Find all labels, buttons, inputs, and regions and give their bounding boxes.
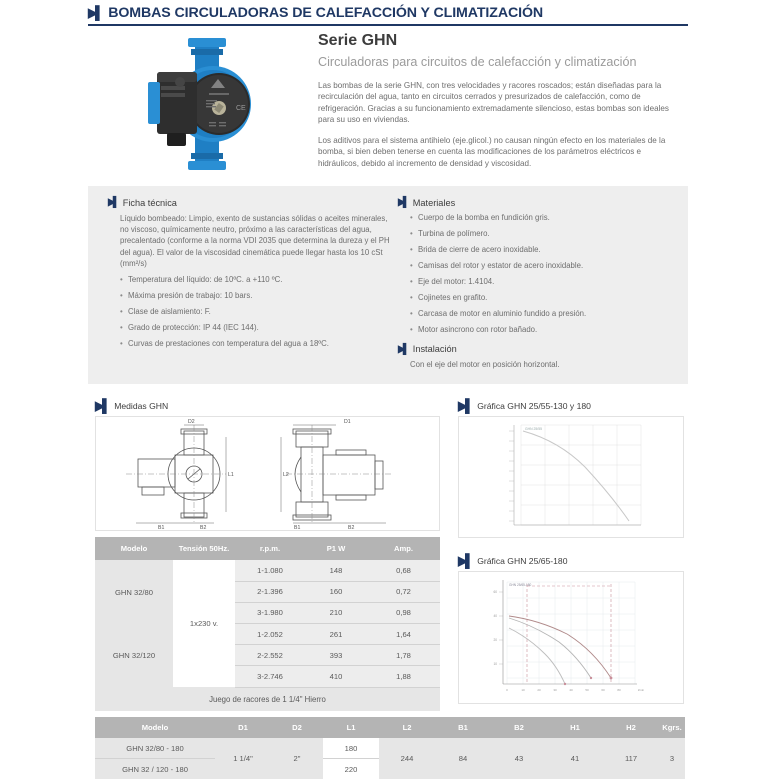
cell-rpm: 1-1.080 bbox=[235, 560, 305, 581]
cell-p1w: 261 bbox=[305, 624, 367, 645]
svg-text:20: 20 bbox=[537, 688, 541, 692]
svg-text:B2: B2 bbox=[348, 525, 355, 530]
list-item: • Eje del motor: 1.4104. bbox=[410, 277, 678, 288]
page-title: BOMBAS CIRCULADORAS DE CALEFACCIÓN Y CLIMATIZACIÓN bbox=[108, 5, 544, 21]
list-item: • Cuerpo de la bomba en fundición gris. bbox=[410, 213, 678, 224]
col-l2: L2 bbox=[379, 717, 435, 738]
list-item: • Clase de aislamiento: F. bbox=[120, 307, 398, 318]
chevron-right-icon: ▶▌ bbox=[458, 553, 472, 568]
svg-text:80: 80 bbox=[617, 688, 621, 692]
svg-text:l/min: l/min bbox=[637, 688, 645, 692]
table-row bbox=[95, 738, 685, 759]
cell-d2: 2" bbox=[271, 738, 323, 779]
svg-text:10: 10 bbox=[493, 662, 497, 666]
instalacion-heading bbox=[398, 344, 678, 355]
performance-chart-25-55 bbox=[458, 416, 684, 538]
col-tension: Tensión 50Hz. bbox=[173, 537, 235, 560]
table-footer-row bbox=[95, 687, 440, 711]
cell-rpm: 2-2.552 bbox=[235, 645, 305, 666]
cell-racores-note: Juego de racores de 1 1/4" Hierro bbox=[95, 687, 440, 711]
list-item: • Máxima presión de trabajo: 10 bars. bbox=[120, 291, 398, 302]
cell-p1w: 210 bbox=[305, 602, 367, 623]
table-header-row bbox=[95, 717, 685, 738]
svg-text:D1: D1 bbox=[344, 419, 351, 425]
table-row bbox=[95, 624, 440, 645]
cell-l1: 180 bbox=[323, 738, 379, 759]
cell-d1: 1 1/4" bbox=[215, 738, 271, 779]
cell-rpm: 2-1.396 bbox=[235, 581, 305, 602]
dimensions-table bbox=[95, 717, 685, 779]
col-modelo: Modelo bbox=[95, 537, 173, 560]
svg-text:D2: D2 bbox=[188, 419, 195, 425]
table-row bbox=[95, 560, 440, 581]
svg-text:B2: B2 bbox=[200, 525, 207, 530]
col-rpm: r.p.m. bbox=[235, 537, 305, 560]
svg-text:L2: L2 bbox=[283, 472, 289, 478]
cell-amp: 0,72 bbox=[367, 581, 440, 602]
chevron-right-icon: ▶▌ bbox=[398, 197, 407, 208]
table-header-row bbox=[95, 537, 440, 560]
grafica1-heading bbox=[458, 398, 684, 418]
grafica2-label: Gráfica GHN 25/65-180 bbox=[477, 556, 568, 566]
materiales-column bbox=[398, 197, 678, 369]
cell-p1w: 160 bbox=[305, 581, 367, 602]
medidas-label: Medidas GHN bbox=[114, 401, 169, 411]
cell-l1: 220 bbox=[323, 759, 379, 780]
cell-amp: 1,64 bbox=[367, 624, 440, 645]
list-item: • Camisas del rotor y estator de acero inoxidable. bbox=[410, 261, 678, 272]
ficha-tecnica-list bbox=[120, 275, 398, 350]
chevron-right-icon: ▶▌ bbox=[398, 343, 407, 355]
col-kgrs: Kgrs. bbox=[659, 717, 685, 738]
ficha-tecnica-heading bbox=[108, 197, 398, 208]
cell-kgrs: 3 bbox=[659, 738, 685, 779]
svg-text:10: 10 bbox=[521, 688, 525, 692]
grafica1-label: Gráfica GHN 25/55-130 y 180 bbox=[477, 401, 591, 411]
chevron-right-icon: ▶▌ bbox=[95, 398, 109, 413]
specifications-panel bbox=[88, 186, 688, 384]
pump-product-image bbox=[133, 30, 303, 178]
svg-text:60: 60 bbox=[493, 590, 497, 594]
cell-p1w: 148 bbox=[305, 560, 367, 581]
intro-paragraph-2: Los aditivos para el sistema antihielo (eje.glicol.) no causan ningún efecto en los materiales de la bomba, si bien deben tenerse en cuenta las modificaciones de los parámetros eléctricos e hidráulicos, debido al incremento de densidad y viscosidad. bbox=[318, 135, 666, 168]
list-item: • Brida de cierre de acero inoxidable. bbox=[410, 245, 678, 256]
list-item: • Turbina de polímero. bbox=[410, 229, 678, 240]
materiales-heading bbox=[398, 197, 678, 208]
svg-text:40: 40 bbox=[493, 614, 497, 618]
ficha-tecnica-label: Ficha técnica bbox=[122, 197, 177, 208]
chevron-right-icon: ▶▌ bbox=[458, 398, 472, 413]
svg-text:40: 40 bbox=[569, 688, 573, 692]
svg-text:50: 50 bbox=[585, 688, 589, 692]
chevron-right-icon: ▶▌ bbox=[88, 5, 102, 20]
ficha-tecnica-intro: Líquido bombeado: Limpio, exento de sustancias sólidas o aceites minerales, no viscoso, químicamente neutro, próximo a las características del agua, precalentado (conforme a la norma VDI 2035 que determina la dureza y el PH del agua). El valor de la viscosidad cinemática puede llegar hasta los 10 cSt (mm²/s) bbox=[120, 214, 390, 268]
performance-table bbox=[95, 537, 440, 711]
svg-text:CE: CE bbox=[236, 105, 246, 112]
cell-rpm: 3-2.746 bbox=[235, 666, 305, 687]
svg-text:20: 20 bbox=[493, 638, 497, 642]
svg-text:B1: B1 bbox=[158, 525, 165, 530]
materiales-label: Materiales bbox=[412, 197, 456, 208]
cell-model: GHN 32/80 - 180 bbox=[95, 738, 215, 759]
cell-amp: 1,88 bbox=[367, 666, 440, 687]
cell-voltage: 1x230 v. bbox=[173, 560, 235, 687]
col-amp: Amp. bbox=[367, 537, 440, 560]
col-l1: L1 bbox=[323, 717, 379, 738]
col-d1: D1 bbox=[215, 717, 271, 738]
list-item: • Motor asincrono con rotor bañado. bbox=[410, 325, 678, 336]
col-h1: H1 bbox=[547, 717, 603, 738]
ficha-tecnica-column bbox=[108, 197, 398, 355]
svg-text:GHN 25/55: GHN 25/55 bbox=[525, 427, 542, 431]
col-b1: B1 bbox=[435, 717, 491, 738]
instalacion-label: Instalación bbox=[412, 344, 457, 355]
instalacion-text: Con el eje del motor en posición horizontal. bbox=[410, 359, 560, 369]
cell-p1w: 393 bbox=[305, 645, 367, 666]
intro-paragraph-1: Las bombas de la serie GHN, con tres velocidades y racores roscados; están diseñadas para la recirculación del agua, tanto en circuitos cerrados y presurizados de calefacción, como de refrigeración. Gracias a su funcionamiento extremadamente silencioso, estas bombas son ideales para su uso en viviendas. bbox=[318, 81, 669, 125]
cell-h1: 41 bbox=[547, 738, 603, 779]
cell-p1w: 410 bbox=[305, 666, 367, 687]
performance-chart-25-65 bbox=[458, 571, 684, 704]
svg-text:0: 0 bbox=[506, 688, 508, 692]
product-intro bbox=[318, 32, 680, 178]
cell-rpm: 3-1.980 bbox=[235, 602, 305, 623]
list-item: • Cojinetes en grafito. bbox=[410, 293, 678, 304]
col-p1w: P1 W bbox=[305, 537, 367, 560]
cell-model: GHN 32 / 120 - 180 bbox=[95, 759, 215, 780]
medidas-heading bbox=[95, 398, 440, 418]
cell-amp: 0,98 bbox=[367, 602, 440, 623]
cell-model: GHN 32/80 bbox=[95, 560, 173, 623]
cell-b1: 84 bbox=[435, 738, 491, 779]
col-b2: B2 bbox=[491, 717, 547, 738]
cell-l2: 244 bbox=[379, 738, 435, 779]
list-item: • Curvas de prestaciones con temperatura del agua a 18ºC. bbox=[120, 339, 398, 350]
svg-text:60: 60 bbox=[601, 688, 605, 692]
cell-amp: 0,68 bbox=[367, 560, 440, 581]
col-d2: D2 bbox=[271, 717, 323, 738]
cell-model: GHN 32/120 bbox=[95, 624, 173, 688]
svg-text:30: 30 bbox=[553, 688, 557, 692]
cell-b2: 43 bbox=[491, 738, 547, 779]
page-title-bar bbox=[88, 2, 688, 26]
cell-rpm: 1-2.052 bbox=[235, 624, 305, 645]
product-series-title: Serie GHN bbox=[318, 32, 398, 49]
product-subtitle: Circuladoras para circuitos de calefacción y climatización bbox=[318, 55, 637, 69]
chevron-right-icon: ▶▌ bbox=[108, 197, 117, 208]
cell-amp: 1,78 bbox=[367, 645, 440, 666]
list-item: • Grado de protección: IP 44 (IEC 144). bbox=[120, 323, 398, 334]
dimension-drawing bbox=[95, 416, 440, 531]
svg-text:GHN 25/65-180: GHN 25/65-180 bbox=[509, 583, 532, 587]
grafica2-heading bbox=[458, 553, 684, 573]
cell-h2: 117 bbox=[603, 738, 659, 779]
list-item: • Carcasa de motor en aluminio fundido a presión. bbox=[410, 309, 678, 320]
materiales-list bbox=[410, 213, 678, 336]
svg-text:B1: B1 bbox=[294, 525, 301, 530]
list-item: • Temperatura del líquido: de 10ºC. a +110 ºC. bbox=[120, 275, 398, 286]
col-modelo: Modelo bbox=[95, 717, 215, 738]
col-h2: H2 bbox=[603, 717, 659, 738]
svg-text:L1: L1 bbox=[228, 472, 234, 478]
